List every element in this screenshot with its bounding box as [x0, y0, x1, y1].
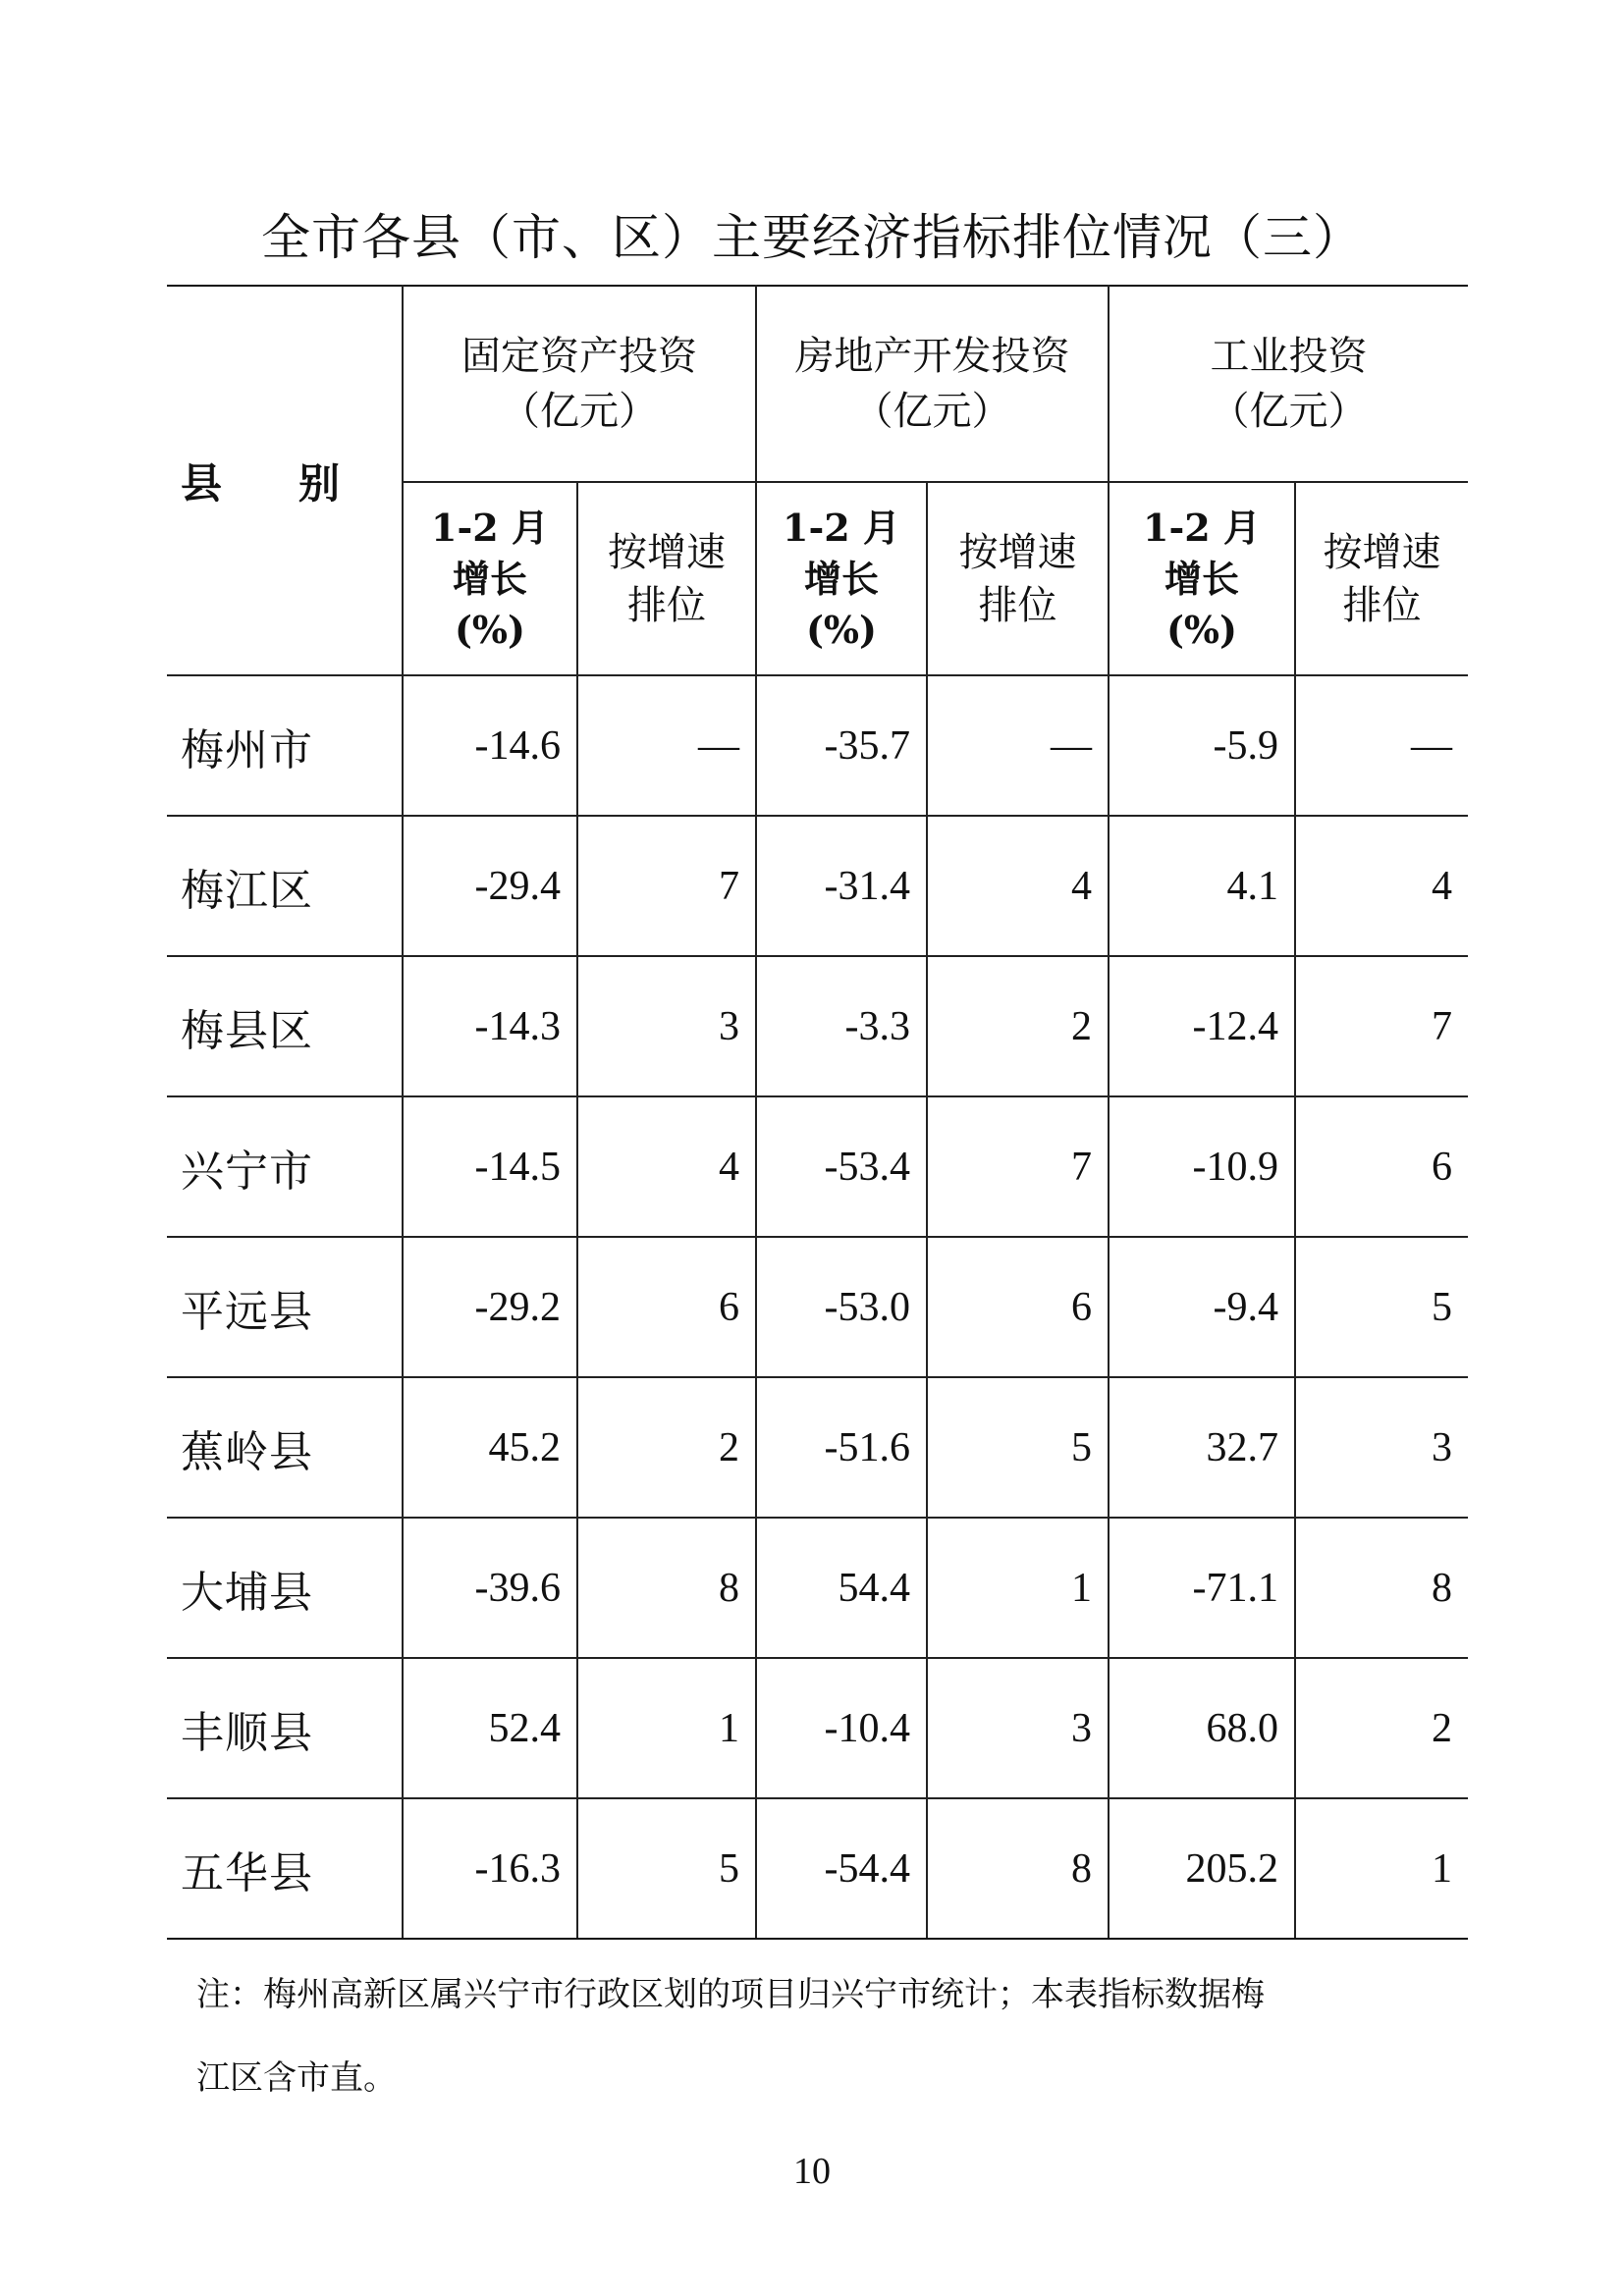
footnote-line-2: 江区含市直。 [196, 2058, 397, 2098]
real-estate-growth: -54.4 [756, 1798, 927, 1939]
fixed-asset-rank: 2 [577, 1377, 756, 1518]
real-estate-rank: 8 [927, 1798, 1109, 1939]
growth-subheader: 1-2 月 增长 (%) [1109, 482, 1295, 675]
real-estate-rank: 5 [927, 1377, 1109, 1518]
industrial-growth: 205.2 [1109, 1798, 1295, 1939]
fixed-asset-growth: -29.4 [403, 816, 577, 956]
fixed-asset-growth: -39.6 [403, 1518, 577, 1658]
county-name: 丰顺县 [167, 1658, 403, 1798]
real-estate-rank: 2 [927, 956, 1109, 1096]
industrial-growth: -5.9 [1109, 675, 1295, 816]
fixed-asset-rank: — [577, 675, 756, 816]
growth-subheader: 1-2 月 增长 (%) [756, 482, 927, 675]
fixed-asset-growth: 52.4 [403, 1658, 577, 1798]
fixed-asset-growth: -14.5 [403, 1096, 577, 1237]
table-row [167, 1377, 1468, 1518]
real-estate-growth: -10.4 [756, 1658, 927, 1798]
group-header-fixed-asset [403, 286, 756, 482]
industrial-rank: 7 [1295, 956, 1468, 1096]
real-estate-growth: -51.6 [756, 1377, 927, 1518]
fixed-asset-rank: 5 [577, 1798, 756, 1939]
industrial-rank: 3 [1295, 1377, 1468, 1518]
fixed-asset-growth: -29.2 [403, 1237, 577, 1377]
fixed-asset-rank: 3 [577, 956, 756, 1096]
industrial-rank: 4 [1295, 816, 1468, 956]
economic-indicator-table [167, 285, 1468, 1940]
table-row [167, 1658, 1468, 1798]
real-estate-rank: 1 [927, 1518, 1109, 1658]
fixed-asset-rank: 6 [577, 1237, 756, 1377]
table-row [167, 956, 1468, 1096]
real-estate-rank: — [927, 675, 1109, 816]
table-row [167, 1237, 1468, 1377]
real-estate-growth: -53.0 [756, 1237, 927, 1377]
industrial-rank: — [1295, 675, 1468, 816]
table-row [167, 1798, 1468, 1939]
fixed-asset-rank: 4 [577, 1096, 756, 1237]
industrial-rank: 2 [1295, 1658, 1468, 1798]
industrial-rank: 8 [1295, 1518, 1468, 1658]
county-name: 蕉岭县 [167, 1377, 403, 1518]
county-name: 大埔县 [167, 1518, 403, 1658]
group-header-industrial [1109, 286, 1468, 482]
industrial-rank: 1 [1295, 1798, 1468, 1939]
page-number: 10 [793, 2151, 831, 2192]
real-estate-growth: 54.4 [756, 1518, 927, 1658]
fixed-asset-rank: 7 [577, 816, 756, 956]
real-estate-growth: -53.4 [756, 1096, 927, 1237]
fixed-asset-growth: -14.3 [403, 956, 577, 1096]
real-estate-growth: -3.3 [756, 956, 927, 1096]
industrial-rank: 6 [1295, 1096, 1468, 1237]
table-row [167, 1518, 1468, 1658]
rank-subheader: 按增速 排位 [577, 482, 756, 675]
county-column-header: 县 别 [167, 286, 403, 675]
industrial-growth: 32.7 [1109, 1377, 1295, 1518]
real-estate-rank: 3 [927, 1658, 1109, 1798]
table-footnote [196, 1953, 1473, 2120]
county-name: 梅江区 [167, 816, 403, 956]
county-name: 五华县 [167, 1798, 403, 1939]
industrial-growth: -71.1 [1109, 1518, 1295, 1658]
real-estate-growth: -35.7 [756, 675, 927, 816]
industrial-growth: -10.9 [1109, 1096, 1295, 1237]
industrial-growth: 4.1 [1109, 816, 1295, 956]
county-name: 梅州市 [167, 675, 403, 816]
group-name: 房地产开发投资 [794, 334, 1070, 379]
county-name: 梅县区 [167, 956, 403, 1096]
industrial-growth: 68.0 [1109, 1658, 1295, 1798]
industrial-rank: 5 [1295, 1237, 1468, 1377]
footnote-line-1: 注：梅州高新区属兴宁市行政区划的项目归兴宁市统计；本表指标数据梅 [196, 1975, 1265, 2014]
table-row [167, 816, 1468, 956]
rank-subheader: 按增速 排位 [1295, 482, 1468, 675]
page-title: 全市各县（市、区）主要经济指标排位情况（三） [261, 209, 1363, 266]
county-name: 平远县 [167, 1237, 403, 1377]
fixed-asset-growth: -14.6 [403, 675, 577, 816]
fixed-asset-rank: 8 [577, 1518, 756, 1658]
group-unit: （亿元） [853, 389, 1011, 434]
group-unit: （亿元） [1210, 389, 1368, 434]
real-estate-rank: 4 [927, 816, 1109, 956]
fixed-asset-growth: -16.3 [403, 1798, 577, 1939]
fixed-asset-growth: 45.2 [403, 1377, 577, 1518]
industrial-growth: -12.4 [1109, 956, 1295, 1096]
real-estate-growth: -31.4 [756, 816, 927, 956]
table-row [167, 1096, 1468, 1237]
rank-subheader: 按增速 排位 [927, 482, 1109, 675]
table-row [167, 675, 1468, 816]
group-name: 固定资产投资 [461, 334, 697, 379]
county-name: 兴宁市 [167, 1096, 403, 1237]
group-header-real-estate [756, 286, 1109, 482]
group-name: 工业投资 [1210, 334, 1368, 379]
group-unit: （亿元） [501, 389, 658, 434]
growth-subheader: 1-2 月 增长 (%) [403, 482, 577, 675]
real-estate-rank: 6 [927, 1237, 1109, 1377]
industrial-growth: -9.4 [1109, 1237, 1295, 1377]
real-estate-rank: 7 [927, 1096, 1109, 1237]
fixed-asset-rank: 1 [577, 1658, 756, 1798]
